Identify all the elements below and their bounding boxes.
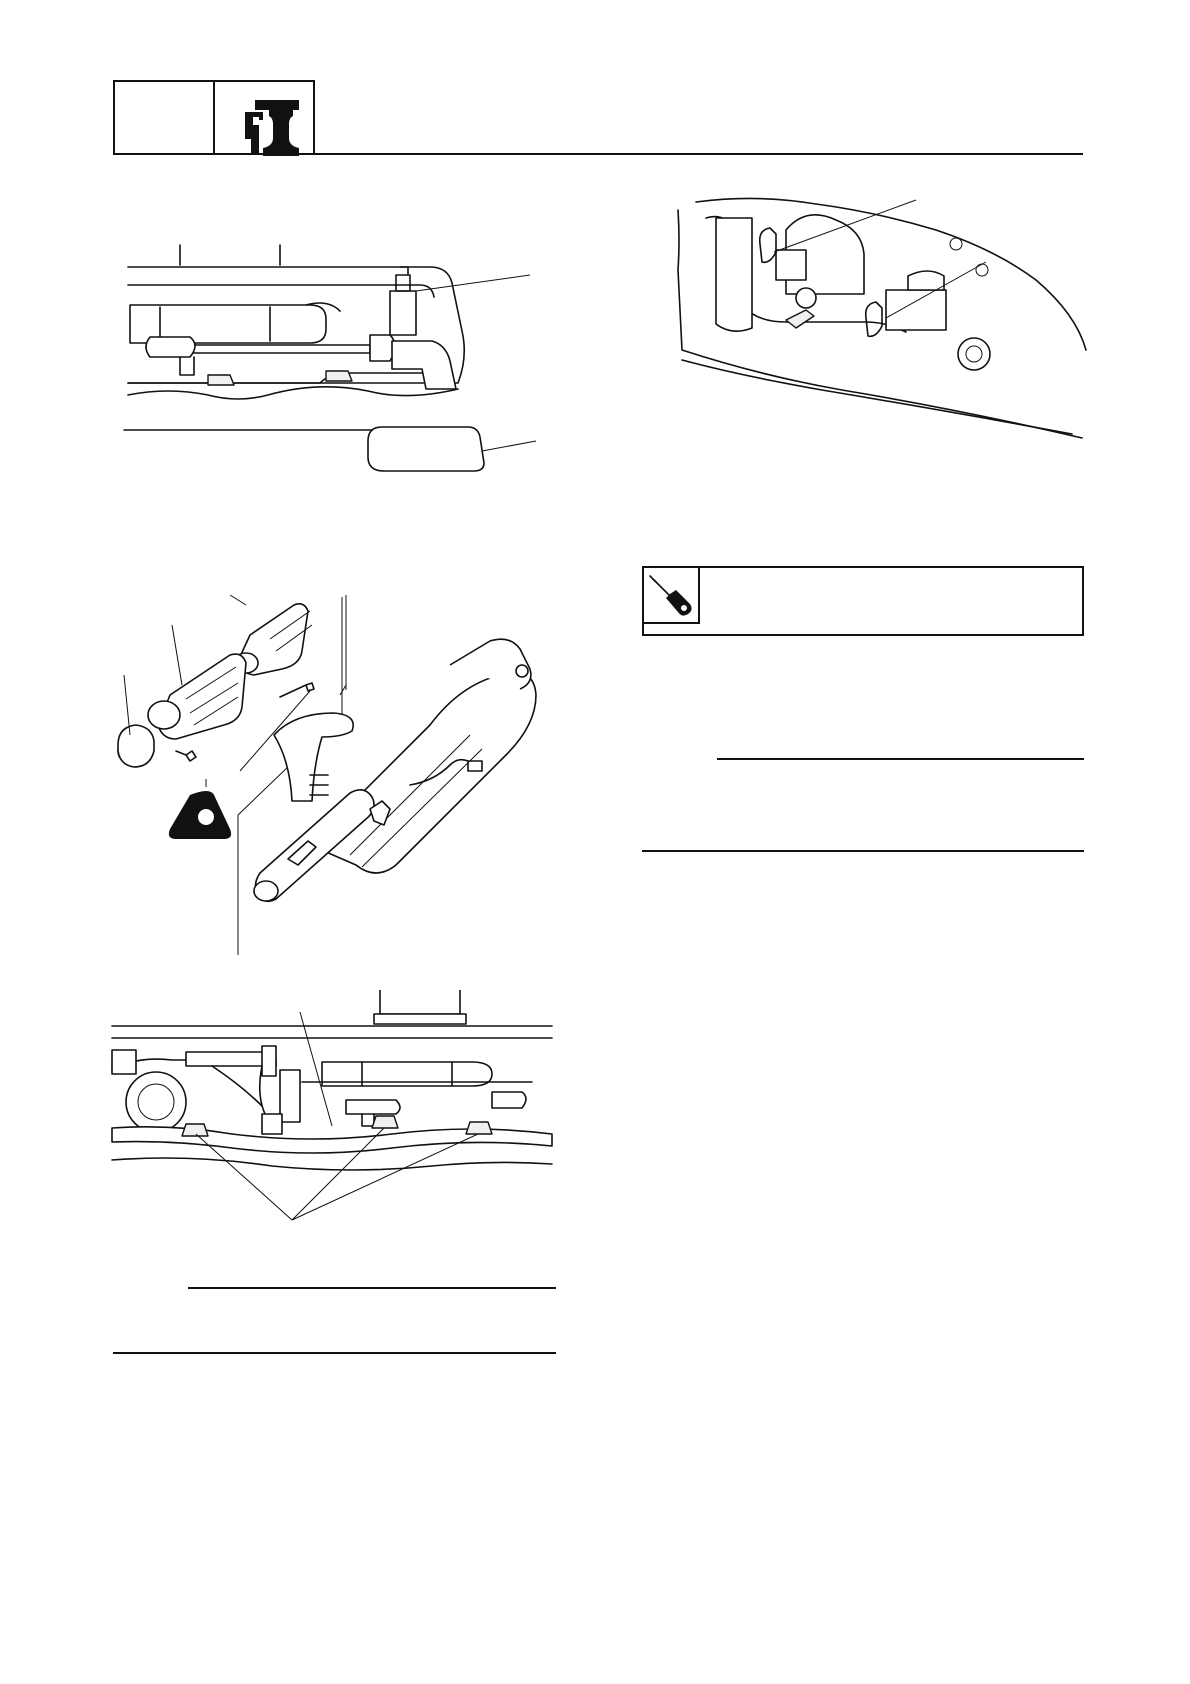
screwdriver-tool-icon [644, 568, 698, 622]
header-chapter-box [113, 80, 215, 155]
adhesive-bottle-icon [169, 779, 231, 839]
note-rule-bottom-left [113, 1352, 556, 1354]
tiller-handle-exploded-illustration [110, 595, 550, 965]
header-icon-box [213, 80, 315, 155]
cable-routing-illustration [112, 990, 552, 1250]
header-rule [315, 153, 1083, 155]
shift-rod-and-grommet-illustration [120, 245, 540, 475]
tool-specification-box [642, 566, 1084, 636]
bottom-cowling-clips-illustration [676, 190, 1086, 450]
note-rule-top-right [717, 758, 1084, 760]
tool-symbol-frame [644, 568, 700, 624]
note-rule-bottom-right [642, 850, 1084, 852]
lower-unit-icon [215, 82, 315, 155]
note-rule-top-left [188, 1287, 556, 1289]
